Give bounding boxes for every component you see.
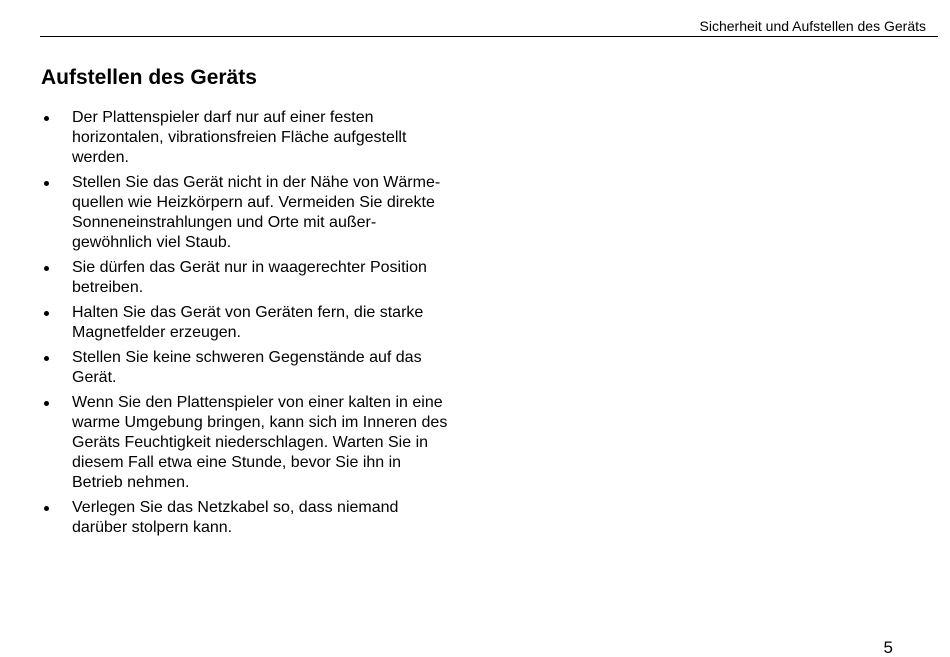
bullet-icon bbox=[44, 181, 49, 186]
bullet-icon bbox=[44, 401, 49, 406]
header-divider bbox=[40, 36, 938, 37]
bullet-text-line: Stellen Sie keine schweren Gegenstände auf das bbox=[72, 349, 422, 366]
bullet-text-line: Halten Sie das Gerät von Geräten fern, die starke bbox=[72, 304, 424, 321]
bullet-text-line: Der Plattenspieler darf nur auf einer festen bbox=[72, 109, 374, 126]
bullet-text-line: Gerät. bbox=[72, 369, 117, 386]
bullet-item bbox=[40, 108, 480, 168]
bullet-text-line: gewöhnlich viel Staub. bbox=[72, 234, 232, 251]
bullet-text-line: Sonneneinstrahlungen und Orte mit außer- bbox=[72, 214, 377, 231]
bullet-text-line: Stellen Sie das Gerät nicht in der Nähe von Wärme- bbox=[72, 174, 441, 191]
bullet-item bbox=[40, 303, 480, 343]
bullet-text-line: werden. bbox=[72, 149, 129, 166]
bullet-text-line: warme Umgebung bringen, kann sich im Inneren des bbox=[72, 414, 448, 431]
bullet-text-line: Geräts Feuchtigkeit niederschlagen. Warten Sie in bbox=[72, 434, 429, 451]
bullet-text-line: Wenn Sie den Plattenspieler von einer kalten in eine bbox=[72, 394, 443, 411]
bullet-item bbox=[40, 348, 480, 388]
bullet-icon bbox=[44, 356, 49, 361]
bullet-text-line: Magnetfelder erzeugen. bbox=[72, 324, 241, 341]
bullet-item bbox=[40, 498, 480, 538]
page-number: 5 bbox=[883, 638, 893, 657]
bullet-text-line: quellen wie Heizkörpern auf. Vermeiden Sie direkte bbox=[72, 194, 435, 211]
bullet-icon bbox=[44, 506, 49, 511]
bullet-item bbox=[40, 258, 480, 298]
bullet-item bbox=[40, 173, 480, 253]
bullet-item bbox=[40, 393, 480, 493]
bullet-icon bbox=[44, 266, 49, 271]
bullet-icon bbox=[44, 311, 49, 316]
bullet-text-line: Sie dürfen das Gerät nur in waagerechter Position bbox=[72, 259, 427, 276]
bullet-text-line: Verlegen Sie das Netzkabel so, dass niemand bbox=[72, 499, 399, 516]
bullet-text-line: diesem Fall etwa eine Stunde, bevor Sie ihn in bbox=[72, 454, 402, 471]
bullet-icon bbox=[44, 116, 49, 121]
bullet-list bbox=[40, 108, 480, 543]
bullet-text-line: betreiben. bbox=[72, 279, 144, 296]
bullet-text-line: Betrieb nehmen. bbox=[72, 474, 190, 491]
bullet-text-line: darüber stolpern kann. bbox=[72, 519, 233, 536]
section-title: Aufstellen des Geräts bbox=[41, 66, 257, 89]
bullet-text-line: horizontalen, vibrationsfreien Fläche aufgestellt bbox=[72, 129, 407, 146]
running-header: Sicherheit und Aufstellen des Geräts bbox=[699, 18, 926, 34]
